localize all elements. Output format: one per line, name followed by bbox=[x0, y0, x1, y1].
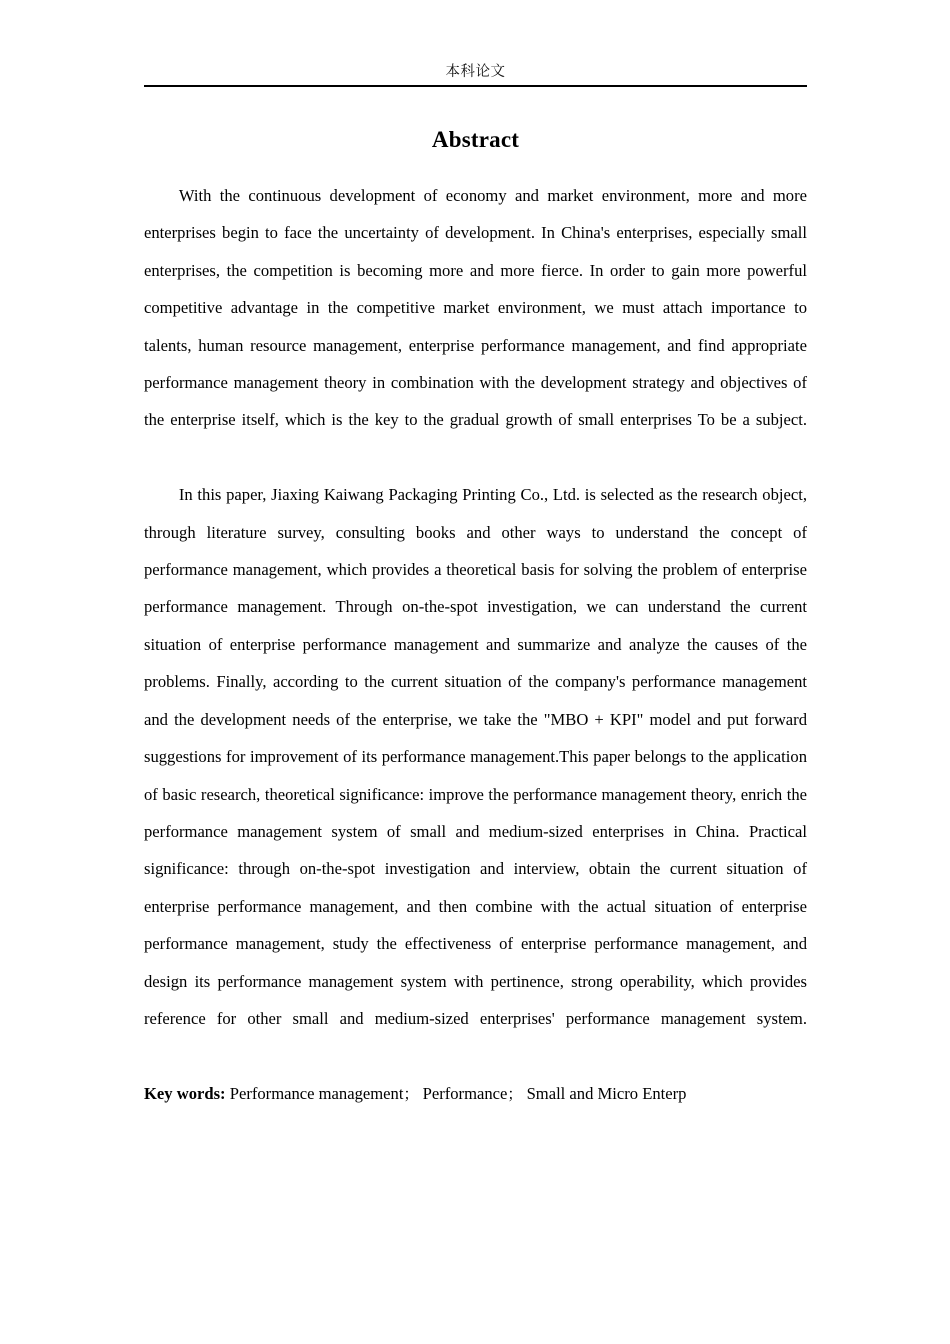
page-title: Abstract bbox=[431, 127, 520, 152]
keywords-line bbox=[144, 1075, 807, 1113]
abstract-paragraph-2: In this paper, Jiaxing Kaiwang Packaging Printing Co., Ltd. is selected as the research object, through literature survey, consulting books and other ways to understand the concept of performance management, which provides a theoretical basis for solving the problem of enterprise performance management. Through on-the-spot investigation, we can understand the current situation of enterprise performance management and summarize and analyze the causes of the problems. Finally, according to the current situation of the company's performance management and the development needs of the enterprise, we take the "MBO + KPI" model and put forward suggestions for improvement of its performance management.This paper belongs to the application of basic research, theoretical significance: improve the performance management theory, enrich the performance management system of small and medium-sized enterprises in China. Practical significance: through on-the-spot investigation and interview, obtain the current situation of enterprise performance management, and then combine with the actual situation of enterprise performance management, study the effectiveness of enterprise performance management, and design its performance management system with pertinence, strong operability, which provides reference for other small and medium-sized enterprises' performance management system. bbox=[144, 485, 807, 1028]
keyword-item: Performance bbox=[422, 1083, 508, 1103]
abstract-paragraph-1: With the continuous development of economy and market environment, more and more enterprises begin to face the uncertainty of development. In China's enterprises, especially small enterprises, the competition is becoming more and more fierce. In order to gain more powerful competitive advantage in the competitive market environment, we must attach importance to talents, human resource management, enterprise performance management, and find appropriate performance management theory in combination with the development strategy and objectives of the enterprise itself, which is the key to the gradual growth of small enterprises To be a subject. bbox=[144, 186, 807, 430]
running-header bbox=[144, 62, 807, 95]
keyword-separator: ； bbox=[403, 1084, 419, 1103]
keywords-label: Key words: bbox=[144, 1083, 226, 1103]
keyword-separator: ； bbox=[507, 1084, 523, 1103]
running-header-title: 本科论文 bbox=[445, 64, 506, 80]
keywords-values bbox=[226, 1084, 687, 1103]
keyword-item: Performance management bbox=[229, 1083, 404, 1103]
document-content bbox=[144, 125, 807, 1113]
keyword-item: Small and Micro Enterp bbox=[526, 1083, 687, 1103]
header-divider bbox=[144, 85, 807, 87]
